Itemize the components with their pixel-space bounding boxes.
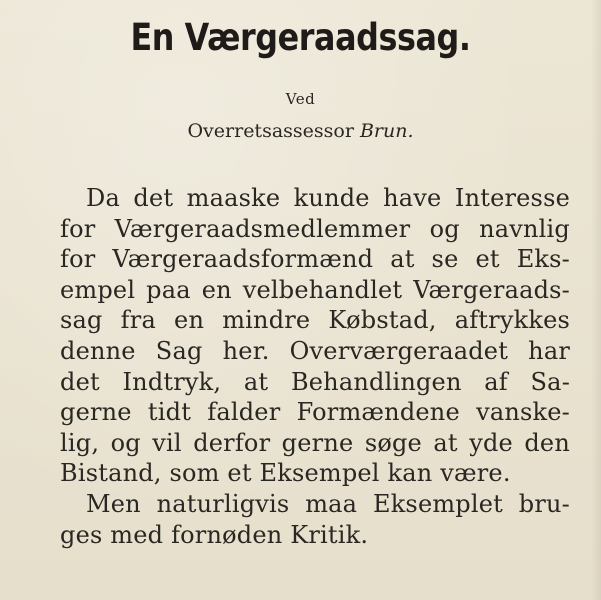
text-line: for Værgeraadsformænd at se et Eks- <box>60 245 570 274</box>
text-line: Da det maaske kunde have Interesse <box>86 184 570 212</box>
byline-author <box>0 120 601 142</box>
text-line: ges med fornøden Kritik. <box>60 520 369 549</box>
text-line: det Indtryk, at Behandlingen af Sa- <box>60 367 570 396</box>
byline-prefix: Ved <box>285 90 316 108</box>
text-line: Bistand, som et Eksempel kan være. <box>60 459 511 488</box>
text-line: Men naturligvis maa Eksemplet bru- <box>86 489 570 518</box>
text-line: lig, og vil derfor gerne søge at yde den <box>60 428 570 457</box>
byline-title: Overretsassessor <box>187 120 354 142</box>
text-line: empel paa en velbehandlet Værgeraads- <box>60 275 570 304</box>
text-line: for Værgeraadsmedlemmer og navnlig <box>60 214 570 243</box>
text-line: denne Sag her. Overværgeraadet har <box>60 336 570 365</box>
text-line: sag fra en mindre Købstad, aftrykkes <box>60 306 570 335</box>
byline-name: Brun. <box>359 120 414 142</box>
text-line: gerne tidt falder Formændene vanske- <box>60 398 570 427</box>
article-body <box>60 183 570 550</box>
article-title: En Værgeraadssag. <box>130 16 471 59</box>
